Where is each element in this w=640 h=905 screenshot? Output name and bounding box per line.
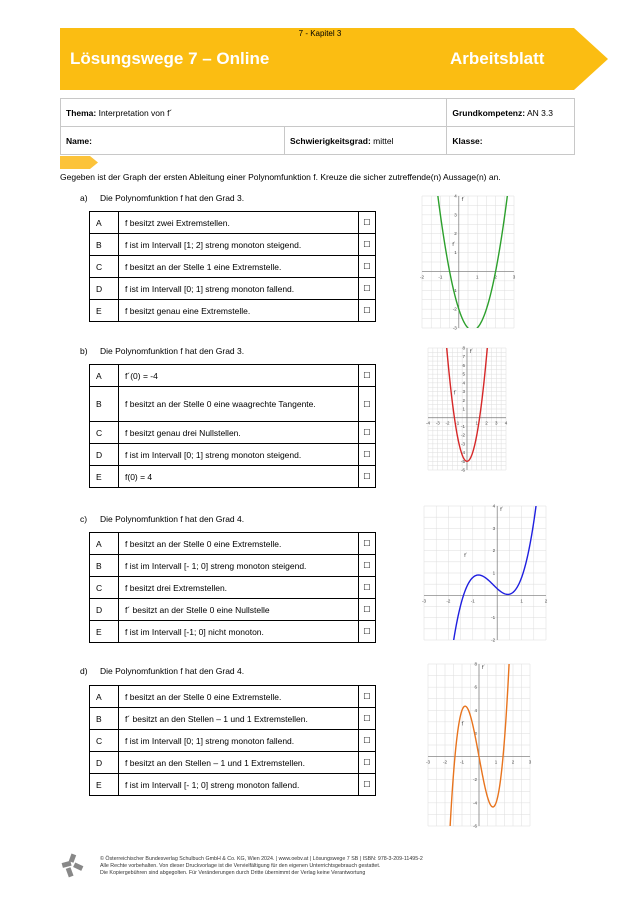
x-tick-label: 3: [494, 420, 498, 426]
question-b-head: [80, 346, 244, 356]
option-key: C: [90, 577, 119, 599]
x-tick-label: -1: [470, 598, 475, 604]
option-row: [90, 730, 376, 752]
option-key: B: [90, 234, 119, 256]
y-tick-label: -4: [460, 450, 465, 456]
option-text: f´ besitzt an den Stellen – 1 und 1 Extremstellen.: [119, 708, 359, 730]
checkbox[interactable]: ☐: [359, 278, 376, 300]
option-text: f besitzt an der Stelle 1 eine Extremstelle.: [119, 256, 359, 278]
y-tick-label: -1: [452, 287, 457, 293]
option-key: A: [90, 365, 119, 387]
y-tick-label: -2: [491, 637, 496, 643]
checkbox[interactable]: ☐: [359, 234, 376, 256]
x-tick-label: -1: [459, 759, 465, 765]
thema-label: Thema:: [66, 107, 97, 118]
option-text: f besitzt an der Stelle 0 eine waagrechte Tangente.: [119, 387, 359, 422]
option-row: [90, 256, 376, 278]
curve-name-label: f´: [461, 721, 465, 728]
option-key: A: [90, 212, 119, 234]
y-tick-label: 1: [492, 570, 496, 576]
curve-name-label: f´: [464, 552, 468, 559]
checkbox[interactable]: ☐: [359, 256, 376, 278]
y-tick-label: 7: [462, 354, 465, 360]
option-row: [90, 234, 376, 256]
x-tick-label: -2: [442, 759, 448, 765]
x-tick-label: -2: [419, 274, 425, 280]
option-text: f(0) = 4: [119, 466, 359, 488]
function-name-label: f´: [500, 507, 504, 513]
option-key: D: [90, 278, 119, 300]
option-key: C: [90, 256, 119, 278]
x-tick-label: 2: [544, 598, 548, 604]
option-key: B: [90, 708, 119, 730]
options-table-d: [89, 685, 376, 796]
derivative-graph-d: [424, 660, 534, 835]
option-row: [90, 708, 376, 730]
option-text: f ist im Intervall [-1; 0] nicht monoton.: [119, 621, 359, 643]
y-tick-label: -1: [460, 423, 465, 429]
option-text: f ist im Intervall [0; 1] streng monoton fallend.: [119, 730, 359, 752]
curve-name-label: f´: [452, 242, 456, 249]
option-key: C: [90, 730, 119, 752]
question-a-head: [80, 193, 244, 203]
y-tick-label: 4: [454, 193, 457, 199]
question-label: c): [80, 514, 88, 524]
option-text: f ist im Intervall [- 1; 0] streng monoton steigend.: [119, 555, 359, 577]
y-tick-label: -2: [452, 306, 457, 312]
y-tick-label: -4: [472, 800, 477, 806]
y-tick-label: -2: [472, 777, 477, 783]
option-row: [90, 422, 376, 444]
option-key: E: [90, 466, 119, 488]
option-text: f ist im Intervall [0; 1] streng monoton fallend.: [119, 278, 359, 300]
option-row: [90, 300, 376, 322]
y-tick-label: 6: [462, 362, 465, 368]
y-tick-label: -6: [460, 467, 465, 473]
y-tick-label: 2: [474, 730, 477, 736]
function-name-label: f´: [461, 197, 465, 203]
x-tick-label: 3: [528, 759, 532, 765]
option-row: [90, 621, 376, 643]
question-d-head: [80, 666, 244, 676]
options-table-c: [89, 532, 376, 643]
checkbox[interactable]: ☐: [359, 621, 376, 643]
option-row: [90, 686, 376, 708]
schwierigkeit-label: Schwierigkeitsgrad:: [290, 135, 371, 146]
checkbox[interactable]: ☐: [359, 444, 376, 466]
y-tick-label: -2: [460, 432, 465, 438]
thema-cell: [61, 99, 447, 127]
x-tick-label: 3: [512, 274, 516, 280]
y-tick-label: 4: [492, 503, 496, 509]
option-key: E: [90, 300, 119, 322]
y-tick-label: 6: [474, 684, 477, 690]
y-tick-label: 2: [454, 231, 457, 237]
option-text: f besitzt genau drei Nullstellen.: [119, 422, 359, 444]
y-tick-label: 5: [462, 371, 465, 377]
checkbox[interactable]: ☐: [359, 387, 376, 422]
publisher-logo: [60, 852, 86, 883]
klasse-cell[interactable]: [447, 127, 575, 155]
option-key: C: [90, 422, 119, 444]
x-tick-label: 2: [511, 759, 515, 765]
option-key: B: [90, 555, 119, 577]
x-tick-label: -1: [438, 274, 443, 280]
footer-line: Die Kopiergebühren sind abgegolten. Für Veränderungen durch Dritte übernimmt der Verlag keine Verantwortung: [100, 870, 366, 876]
name-cell[interactable]: [61, 127, 285, 155]
option-row: [90, 466, 376, 488]
y-tick-label: -6: [472, 823, 477, 829]
option-text: f ist im Intervall [1; 2] streng monoton steigend.: [119, 234, 359, 256]
question-text: Die Polynomfunktion f hat den Grad 3.: [100, 193, 245, 203]
option-text: f besitzt an der Stelle 0 eine Extremstelle.: [119, 533, 359, 555]
x-tick-label: 1: [494, 759, 498, 765]
kompetenz-value: AN 3.3: [525, 107, 553, 118]
y-tick-label: 4: [474, 707, 477, 713]
x-tick-label: -3: [425, 759, 431, 765]
chapter-label: 7 - Kapitel 3: [298, 29, 342, 38]
checkbox[interactable]: ☐: [359, 577, 376, 599]
question-text: Die Polynomfunktion f hat den Grad 4.: [100, 514, 245, 524]
checkbox[interactable]: ☐: [359, 708, 376, 730]
options-table-a: [89, 211, 376, 322]
option-row: [90, 212, 376, 234]
x-tick-label: 2: [485, 420, 488, 426]
derivative-graph-c: [420, 502, 550, 649]
checkbox[interactable]: ☐: [359, 599, 376, 621]
checkbox[interactable]: ☐: [359, 752, 376, 774]
derivative-graph-a: [418, 192, 518, 337]
option-row: [90, 278, 376, 300]
option-text: f besitzt drei Extremstellen.: [119, 577, 359, 599]
x-tick-label: -4: [425, 420, 431, 426]
option-text: f ist im Intervall [- 1; 0] streng monoton fallend.: [119, 774, 359, 796]
y-tick-label: -3: [452, 325, 457, 331]
y-tick-label: 8: [462, 345, 465, 351]
klasse-label: Klasse:: [452, 135, 483, 146]
option-row: [90, 577, 376, 599]
y-tick-label: 3: [492, 525, 496, 531]
options-table-b: [89, 364, 376, 488]
footer-line: © Österreichischer Bundesverlag Schulbuch GmbH & Co. KG, Wien 2024. | www.oebv.at | Lösungswege 7 SB | ISBN: 978-3-209-11495-2: [100, 856, 423, 862]
option-row: [90, 387, 376, 422]
y-tick-label: -5: [460, 458, 465, 464]
curve-name-label: f´: [453, 390, 457, 397]
derivative-graph-b: [424, 344, 510, 479]
option-row: [90, 555, 376, 577]
y-tick-label: 2: [492, 548, 496, 554]
x-tick-label: 2: [494, 274, 497, 280]
x-tick-label: -3: [421, 598, 427, 604]
question-text: Die Polynomfunktion f hat den Grad 4.: [100, 666, 245, 676]
schwierigkeit-cell: [285, 127, 447, 155]
kompetenz-cell: [447, 99, 575, 127]
option-row: [90, 599, 376, 621]
y-tick-label: 1: [454, 250, 457, 256]
option-text: f besitzt an der Stelle 0 eine Extremstelle.: [119, 686, 359, 708]
x-tick-label: -2: [446, 598, 451, 604]
footer-line: Alle Rechte vorbehalten. Von dieser Druckvorlage ist die Vervielfältigung für den eigenen Unterrichtsgebrauch gestattet.: [100, 863, 381, 869]
question-label: a): [80, 193, 88, 203]
option-key: E: [90, 621, 119, 643]
y-tick-label: 8: [474, 661, 477, 667]
option-key: A: [90, 533, 119, 555]
info-table: [60, 98, 575, 155]
checkbox[interactable]: ☐: [359, 212, 376, 234]
x-tick-label: 1: [475, 274, 479, 280]
x-tick-label: 4: [504, 420, 508, 426]
function-name-label: f´: [470, 349, 474, 355]
question-label: d): [80, 666, 88, 676]
checkbox[interactable]: ☐: [359, 774, 376, 796]
y-tick-label: 1: [462, 406, 465, 412]
option-key: D: [90, 752, 119, 774]
function-name-label: f´: [482, 665, 486, 671]
checkbox[interactable]: ☐: [359, 730, 376, 752]
option-key: A: [90, 686, 119, 708]
option-text: f´ besitzt an der Stelle 0 eine Nullstelle: [119, 599, 359, 621]
thema-value: Interpretation von f´: [96, 107, 173, 118]
option-row: [90, 444, 376, 466]
option-key: D: [90, 599, 119, 621]
checkbox[interactable]: ☐: [359, 422, 376, 444]
option-text: f´(0) = -4: [119, 365, 359, 387]
task-intro: Gegeben ist der Graph der ersten Ableitung einer Polynomfunktion f. Kreuze die sicher zutreffende(n) Aussage(n) an.: [60, 172, 501, 182]
option-key: D: [90, 444, 119, 466]
kompetenz-label: Grundkompetenz:: [452, 107, 526, 118]
option-row: [90, 533, 376, 555]
option-text: f besitzt an den Stellen – 1 und 1 Extremstellen.: [119, 752, 359, 774]
option-text: f besitzt genau eine Extremstelle.: [119, 300, 359, 322]
checkbox[interactable]: ☐: [359, 686, 376, 708]
option-row: [90, 752, 376, 774]
checkbox[interactable]: ☐: [359, 466, 376, 488]
question-label: b): [80, 346, 88, 356]
y-tick-label: -1: [491, 615, 496, 621]
question-text: Die Polynomfunktion f hat den Grad 3.: [100, 346, 245, 356]
footer-copyright: [100, 856, 540, 877]
y-tick-label: 3: [454, 212, 457, 218]
x-tick-label: -3: [435, 420, 440, 426]
checkbox[interactable]: ☐: [359, 555, 376, 577]
y-tick-label: 3: [462, 389, 465, 395]
checkbox[interactable]: ☐: [359, 300, 376, 322]
option-text: f ist im Intervall [0; 1] streng monoton steigend.: [119, 444, 359, 466]
y-tick-label: -3: [460, 441, 465, 447]
question-c-head: [80, 514, 244, 524]
y-tick-label: 4: [462, 380, 465, 386]
option-text: f besitzt zwei Extremstellen.: [119, 212, 359, 234]
option-key: B: [90, 387, 119, 422]
name-label: Name:: [66, 135, 92, 146]
checkbox[interactable]: ☐: [359, 533, 376, 555]
checkbox[interactable]: ☐: [359, 365, 376, 387]
x-tick-label: -2: [445, 420, 450, 426]
x-tick-label: 1: [475, 420, 479, 426]
option-row: [90, 365, 376, 387]
y-tick-label: 2: [462, 397, 465, 403]
schwierigkeit-value: mittel: [370, 135, 394, 146]
page-title: Lösungswege 7 – Online: [70, 49, 270, 68]
x-tick-label: -1: [455, 420, 460, 426]
option-key: E: [90, 774, 119, 796]
option-row: [90, 774, 376, 796]
document-type: Arbeitsblatt: [450, 49, 545, 68]
x-tick-label: 1: [520, 598, 523, 604]
